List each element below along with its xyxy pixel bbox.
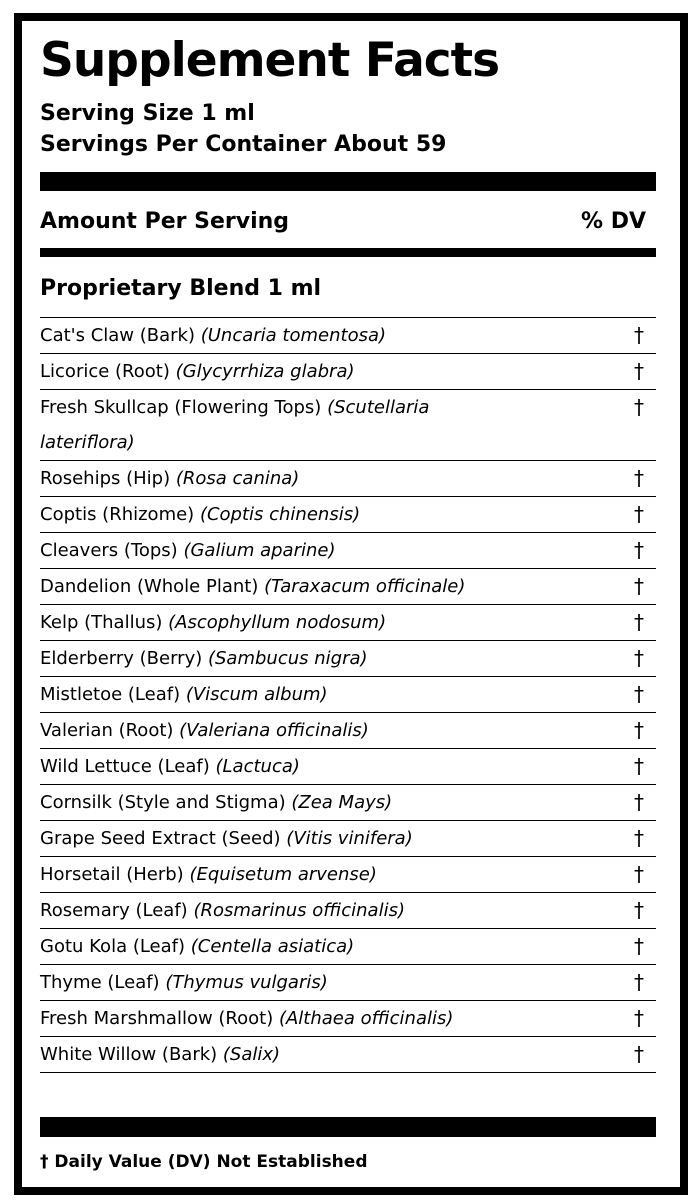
ingredient-row [40, 785, 656, 821]
ingredient-row [40, 497, 656, 533]
ingredient-name [40, 533, 600, 568]
ingredient-latin-name: (Scutellaria lateriflora) [40, 397, 430, 453]
ingredient-row [40, 713, 656, 749]
ingredient-common-name: Mistletoe (Leaf) [40, 684, 181, 705]
ingredient-latin-name: (Althaea officinalis) [278, 1008, 454, 1029]
ingredient-dv-dagger: † [634, 898, 644, 922]
ingredient-dv-dagger: † [634, 323, 644, 347]
ingredient-dv-dagger: † [634, 754, 644, 778]
ingredient-dv-dagger: † [634, 502, 644, 526]
amount-header-row [40, 207, 656, 237]
ingredient-name [40, 569, 490, 604]
ingredient-common-name: Grape Seed Extract (Seed) [40, 828, 281, 849]
servings-per-container: Servings Per Container About 59 [40, 132, 447, 157]
ingredient-name [40, 605, 600, 640]
ingredient-latin-name: (Ascophyllum nodosum) [168, 612, 387, 633]
ingredient-name [40, 965, 600, 1000]
ingredient-name [40, 713, 600, 748]
ingredient-row [40, 641, 656, 677]
ingredient-row [40, 857, 656, 893]
ingredient-dv-dagger: † [634, 466, 644, 490]
ingredient-dv-dagger: † [634, 359, 644, 383]
ingredient-latin-name: (Taraxacum officinale) [264, 576, 466, 597]
dv-footnote: † Daily Value (DV) Not Established [40, 1152, 368, 1172]
ingredient-latin-name: (Lactuca) [215, 756, 300, 777]
ingredient-latin-name: (Glycyrrhiza glabra) [175, 361, 355, 382]
ingredient-row [40, 965, 656, 1001]
ingredient-common-name: Licorice (Root) [40, 361, 170, 382]
serving-size: Serving Size 1 ml [40, 101, 255, 126]
ingredient-latin-name: (Coptis chinensis) [199, 504, 361, 525]
middle-divider-bar [40, 248, 656, 257]
panel-title: Supplement Facts [40, 33, 500, 88]
ingredient-latin-name: (Zea Mays) [291, 792, 393, 813]
ingredient-common-name: Fresh Marshmallow (Root) [40, 1008, 274, 1029]
ingredient-common-name: White Willow (Bark) [40, 1044, 218, 1065]
ingredient-common-name: Cleavers (Tops) [40, 540, 178, 561]
ingredient-dv-dagger: † [634, 574, 644, 598]
ingredient-name [40, 1001, 600, 1036]
ingredient-dv-dagger: † [634, 610, 644, 634]
ingredient-latin-name: (Viscum album) [185, 684, 328, 705]
ingredient-latin-name: (Salix) [222, 1044, 281, 1065]
ingredient-dv-dagger: † [634, 395, 644, 419]
ingredient-dv-dagger: † [634, 934, 644, 958]
ingredient-dv-dagger: † [634, 1006, 644, 1030]
ingredient-name [40, 390, 490, 460]
ingredient-common-name: Coptis (Rhizome) [40, 504, 195, 525]
ingredient-dv-dagger: † [634, 538, 644, 562]
amount-per-serving-label: Amount Per Serving [40, 209, 290, 234]
ingredient-common-name: Elderberry (Berry) [40, 648, 203, 669]
ingredient-common-name: Dandelion (Whole Plant) [40, 576, 259, 597]
ingredient-latin-name: (Equisetum arvense) [189, 864, 377, 885]
ingredient-name [40, 318, 600, 353]
ingredient-name [40, 821, 600, 856]
ingredient-dv-dagger: † [634, 682, 644, 706]
dv-header-label: % DV [581, 209, 646, 234]
bottom-divider-bar [40, 1117, 656, 1137]
ingredient-name [40, 857, 600, 892]
ingredient-row [40, 749, 656, 785]
ingredient-common-name: Rosemary (Leaf) [40, 900, 188, 921]
ingredient-dv-dagger: † [634, 862, 644, 886]
ingredient-common-name: Cornsilk (Style and Stigma) [40, 792, 286, 813]
ingredient-common-name: Rosehips (Hip) [40, 468, 171, 489]
ingredient-latin-name: (Rosmarinus officinalis) [193, 900, 405, 921]
ingredient-name [40, 354, 600, 389]
ingredient-row [40, 533, 656, 569]
ingredient-dv-dagger: † [634, 826, 644, 850]
ingredient-row [40, 354, 656, 390]
ingredient-row [40, 1001, 656, 1037]
ingredient-latin-name: (Valeriana officinalis) [179, 720, 369, 741]
ingredient-dv-dagger: † [634, 970, 644, 994]
ingredient-row [40, 1037, 656, 1073]
blend-title: Proprietary Blend 1 ml [40, 276, 322, 301]
ingredient-list [40, 317, 656, 1073]
ingredient-common-name: Valerian (Root) [40, 720, 174, 741]
ingredient-latin-name: (Uncaria tomentosa) [200, 325, 387, 346]
ingredient-latin-name: (Vitis vinifera) [286, 828, 413, 849]
ingredient-name [40, 461, 600, 496]
ingredient-name [40, 641, 600, 676]
ingredient-latin-name: (Centella asiatica) [190, 936, 355, 957]
ingredient-common-name: Horsetail (Herb) [40, 864, 184, 885]
ingredient-latin-name: (Sambucus nigra) [207, 648, 368, 669]
ingredient-latin-name: (Rosa canina) [175, 468, 300, 489]
ingredient-row [40, 821, 656, 857]
ingredient-dv-dagger: † [634, 1042, 644, 1066]
ingredient-row [40, 893, 656, 929]
ingredient-common-name: Wild Lettuce (Leaf) [40, 756, 210, 777]
ingredient-name [40, 677, 600, 712]
ingredient-common-name: Kelp (Thallus) [40, 612, 163, 633]
top-divider-bar [40, 172, 656, 191]
ingredient-row [40, 605, 656, 641]
ingredient-name [40, 497, 600, 532]
ingredient-row [40, 929, 656, 965]
ingredient-row [40, 569, 656, 605]
ingredient-dv-dagger: † [634, 718, 644, 742]
ingredient-name [40, 1037, 600, 1072]
ingredient-common-name: Thyme (Leaf) [40, 972, 160, 993]
supplement-facts-panel [14, 13, 688, 1195]
ingredient-name [40, 785, 600, 820]
ingredient-name [40, 749, 600, 784]
ingredient-row [40, 390, 656, 461]
ingredient-name [40, 893, 600, 928]
ingredient-row [40, 318, 656, 354]
ingredient-dv-dagger: † [634, 790, 644, 814]
ingredient-common-name: Cat's Claw (Bark) [40, 325, 195, 346]
ingredient-dv-dagger: † [634, 646, 644, 670]
ingredient-name [40, 929, 600, 964]
ingredient-latin-name: (Thymus vulgaris) [165, 972, 328, 993]
ingredient-latin-name: (Galium aparine) [183, 540, 336, 561]
ingredient-row [40, 461, 656, 497]
ingredient-row [40, 677, 656, 713]
ingredient-common-name: Fresh Skullcap (Flowering Tops) [40, 397, 322, 418]
ingredient-common-name: Gotu Kola (Leaf) [40, 936, 186, 957]
